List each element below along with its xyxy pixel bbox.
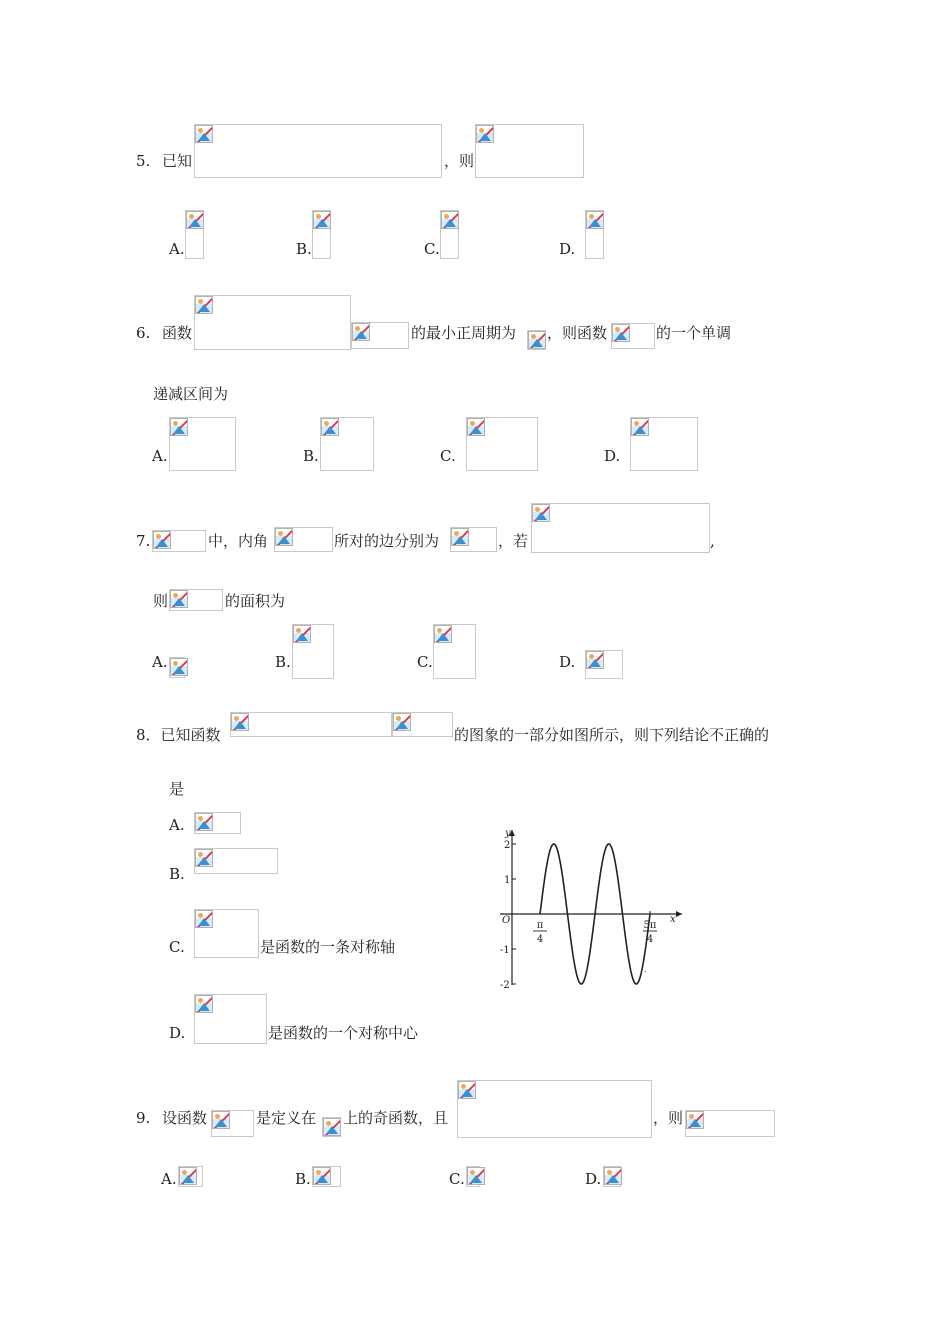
q9-number: 9. xyxy=(136,1109,151,1127)
q6-option-d-label: D. xyxy=(604,447,621,465)
q9-text-defined: 是定义在 xyxy=(256,1109,317,1127)
broken-image-icon xyxy=(476,125,494,143)
q8-condition-image xyxy=(392,712,453,737)
broken-image-icon xyxy=(313,211,331,229)
q6-text-decreasing: 递减区间为 xyxy=(153,385,229,403)
q7-option-d-label: D. xyxy=(559,653,576,671)
broken-image-icon xyxy=(604,1167,622,1185)
broken-image-icon xyxy=(451,528,469,546)
q5-option-b-image xyxy=(312,210,331,259)
q6-option-a-label: A. xyxy=(152,447,168,465)
q7-text-then: 则 xyxy=(153,592,169,610)
q5-option-d-image xyxy=(585,210,604,259)
y-tick-label: 1 xyxy=(504,875,511,886)
origin-label: O xyxy=(502,915,511,926)
q8-text-is: 是 xyxy=(169,780,185,798)
q7-text-angles: 中，内角 xyxy=(208,532,269,550)
q9-option-a-image xyxy=(178,1166,203,1187)
x-tick-label-denominator: 4 xyxy=(536,934,544,945)
q6-function-image xyxy=(194,295,351,350)
broken-image-icon xyxy=(586,651,604,669)
q5-option-a-image xyxy=(185,210,204,259)
q5-formula-image xyxy=(194,124,442,178)
q7-text-comma: , xyxy=(710,532,715,550)
broken-image-icon xyxy=(293,625,311,643)
q9-option-c-image xyxy=(466,1166,480,1187)
q9-text-let: 设函数 xyxy=(162,1109,208,1127)
q5-question-image xyxy=(475,124,584,178)
q7-option-c-image xyxy=(433,624,476,679)
y-tick-label: -1 xyxy=(500,945,510,956)
broken-image-icon xyxy=(195,125,213,143)
broken-image-icon xyxy=(467,1167,485,1185)
q6-option-b-image xyxy=(320,417,374,471)
q9-option-b-label: B. xyxy=(295,1170,311,1188)
broken-image-icon xyxy=(686,1111,704,1129)
broken-image-icon xyxy=(195,813,213,831)
q8-option-a-image xyxy=(194,812,241,834)
q6-text-function: 函数 xyxy=(162,324,193,342)
q9-condition-image xyxy=(457,1080,652,1138)
broken-image-icon xyxy=(313,1167,331,1185)
broken-image-icon xyxy=(170,590,188,608)
q8-option-d-text: 是函数的一个对称中心 xyxy=(268,1024,419,1042)
broken-image-icon xyxy=(195,849,213,867)
q7-number: 7. xyxy=(136,532,151,550)
q7-sides-image xyxy=(450,527,497,552)
x-axis-arrow xyxy=(676,911,682,917)
q9-option-c-label: C. xyxy=(449,1170,465,1188)
q9-domain-image xyxy=(322,1117,341,1137)
broken-image-icon xyxy=(153,531,171,549)
broken-image-icon xyxy=(352,323,370,341)
q6-text-period: 的最小正周期为 xyxy=(411,324,517,342)
q9-option-d-image xyxy=(603,1166,621,1187)
broken-image-icon xyxy=(323,1118,341,1136)
q8-option-a-label: A. xyxy=(169,816,185,834)
broken-image-icon xyxy=(195,995,213,1013)
x-axis-label: x xyxy=(670,914,676,925)
broken-image-icon xyxy=(195,296,213,314)
q6-condition-image xyxy=(351,322,409,349)
q6-option-a-image xyxy=(169,417,236,471)
q8-option-c-label: C. xyxy=(169,938,185,956)
q5-option-d-label: D. xyxy=(559,240,576,258)
broken-image-icon xyxy=(612,324,630,342)
q8-option-c-text: 是函数的一条对称轴 xyxy=(260,938,396,956)
broken-image-icon xyxy=(231,713,249,731)
broken-image-icon xyxy=(532,504,550,522)
q9-function-image xyxy=(211,1110,254,1137)
broken-image-icon xyxy=(170,658,188,676)
q5-number: 5. xyxy=(136,152,151,170)
broken-image-icon xyxy=(275,528,293,546)
broken-image-icon xyxy=(321,418,339,436)
x-tick-label-numerator: π xyxy=(536,920,544,931)
broken-image-icon xyxy=(212,1111,230,1129)
broken-image-icon xyxy=(186,211,204,229)
y-tick-label: 2 xyxy=(504,840,511,851)
q6-period-image xyxy=(527,330,546,350)
q9-option-d-label: D. xyxy=(585,1170,602,1188)
broken-image-icon xyxy=(631,418,649,436)
q7-option-c-label: C. xyxy=(417,653,433,671)
q6-function2-image xyxy=(611,323,655,349)
q5-text-then: ，则 xyxy=(444,152,475,170)
q6-text-then-function: ，则函数 xyxy=(547,324,608,342)
broken-image-icon xyxy=(195,910,213,928)
q8-option-b-image xyxy=(194,848,278,874)
broken-image-icon xyxy=(170,418,188,436)
q5-option-c-image xyxy=(440,210,459,259)
y-tick-label: -2 xyxy=(500,980,510,990)
x-tick-label-denominator: 4 xyxy=(646,934,654,945)
q7-option-b-label: B. xyxy=(275,653,291,671)
q6-option-b-label: B. xyxy=(303,447,319,465)
q6-option-c-image xyxy=(466,417,538,471)
q8-text-graph: 的图象的一部分如图所示，则下列结论不正确的 xyxy=(454,726,770,744)
q7-condition-image xyxy=(531,503,710,553)
y-axis-label: y xyxy=(505,828,511,839)
broken-image-icon xyxy=(393,713,411,731)
q5-text-given: 已知 xyxy=(162,152,193,170)
q7-text-sides: 所对的边分别为 xyxy=(334,532,440,550)
q6-text-monotone: 的一个单调 xyxy=(656,324,732,342)
q8-option-c-image xyxy=(194,909,259,958)
q9-question-image xyxy=(685,1110,775,1137)
q5-option-c-label: C. xyxy=(424,240,440,258)
broken-image-icon xyxy=(441,211,459,229)
broken-image-icon xyxy=(458,1081,476,1099)
q8-option-d-image xyxy=(194,994,267,1044)
q8-option-d-label: D. xyxy=(169,1024,186,1042)
q8-number-and-text: 8．已知函数 xyxy=(136,726,221,744)
q7-text-if: ，若 xyxy=(498,532,529,550)
q9-text-then: ，则 xyxy=(653,1109,684,1127)
q8-option-b-label: B. xyxy=(169,865,185,883)
q7-triangle-image xyxy=(152,530,206,552)
broken-image-icon xyxy=(467,418,485,436)
q7-option-a-image xyxy=(169,657,185,678)
q6-number: 6. xyxy=(136,324,151,342)
q7-text-area: 的面积为 xyxy=(225,592,286,610)
q7-option-d-image xyxy=(585,650,623,679)
broken-image-icon xyxy=(586,211,604,229)
broken-image-icon xyxy=(528,331,546,349)
q8-function-image xyxy=(230,712,392,737)
q5-option-a-label: A. xyxy=(169,240,185,258)
x-tick-label-numerator: 5π xyxy=(643,920,657,931)
broken-image-icon xyxy=(179,1167,197,1185)
q9-text-odd: 上的奇函数，且 xyxy=(343,1109,449,1127)
q7-angles-image xyxy=(274,527,333,552)
q7-area-triangle-image xyxy=(169,589,223,611)
q5-option-b-label: B. xyxy=(296,240,312,258)
q6-option-d-image xyxy=(630,417,698,471)
q6-option-c-label: C. xyxy=(440,447,456,465)
q8-sine-graph xyxy=(492,822,688,990)
q9-option-b-image xyxy=(312,1166,341,1187)
q7-option-b-image xyxy=(292,624,334,679)
graph-dot: . xyxy=(644,965,647,974)
q7-option-a-label: A. xyxy=(152,653,168,671)
broken-image-icon xyxy=(434,625,452,643)
q9-option-a-label: A. xyxy=(161,1170,177,1188)
